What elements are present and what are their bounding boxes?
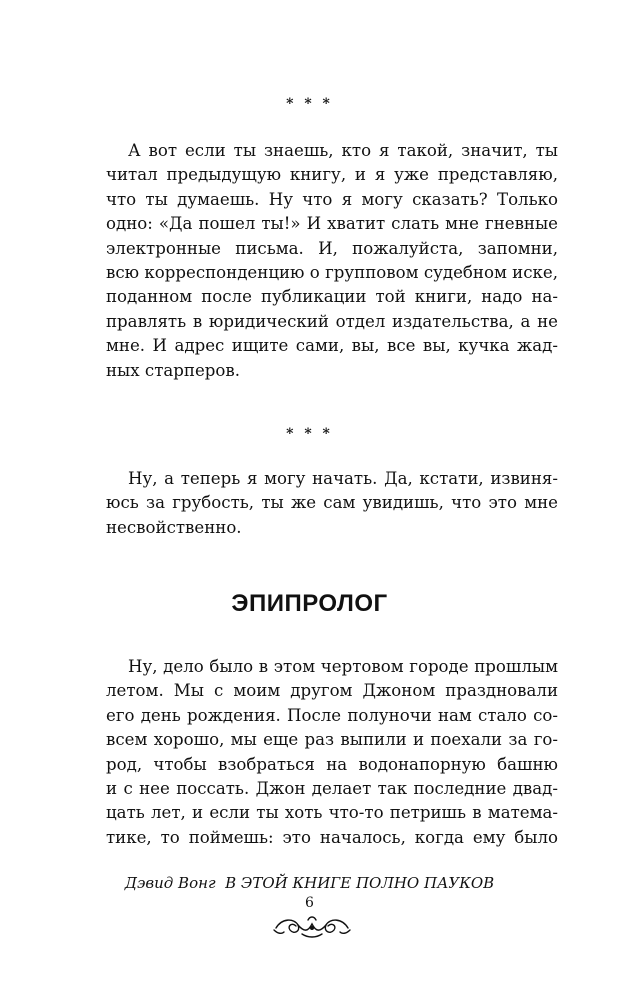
text-line: всем хорошо, мы еще раз выпили и поехали за го- <box>106 730 558 750</box>
text-line: тике, то поймешь: это началось, когда ему было <box>106 827 558 847</box>
text-line: А вот если ты знаешь, кто я такой, значит, ты <box>128 141 558 160</box>
text-line: Ну, а теперь я могу начать. Да, кстати, извиня- <box>128 469 558 488</box>
paragraph-1 <box>106 139 558 383</box>
flourish-ornament-icon <box>272 910 352 940</box>
text-line: Ну, дело было в этом чертовом городе прошлым <box>128 657 558 676</box>
text-line: его день рождения. После полуночи нам стало со- <box>106 705 558 725</box>
text-line: электронные письма. И, пожалуйста, запомни, <box>106 238 558 258</box>
text-line: поданном после публикации той книги, надо на- <box>106 287 558 307</box>
page-number: 6 <box>305 895 314 911</box>
running-head: Дэвид Вонг В ЭТОЙ КНИГЕ ПОЛНО ПАУКОВ <box>124 874 495 892</box>
text-line: правлять в юридический отдел издательства, а не <box>106 311 558 331</box>
text-line: юсь за грубость, ты же сам увидишь, что это мне <box>106 493 558 513</box>
text-line: род, чтобы взобраться на водонапорную башню <box>106 754 558 774</box>
paragraph-3 <box>106 655 558 850</box>
text-line: ных старперов. <box>106 360 240 380</box>
text-line: мне. И адрес ищите сами, вы, все вы, кучка жад- <box>106 336 558 356</box>
section-separator: * * * <box>286 96 333 112</box>
text-line: несвойственно. <box>106 517 242 537</box>
section-separator: * * * <box>286 426 333 442</box>
paragraph-2 <box>106 467 558 540</box>
text-line: читал предыдущую книгу, и я уже представляю, <box>106 165 558 185</box>
text-line: и с нее поссать. Джон делает так последние двад- <box>106 779 558 799</box>
text-line: всю корреспонденцию о групповом судебном иске, <box>106 263 558 283</box>
chapter-title: ЭПИПРОЛОГ <box>231 590 388 617</box>
text-line: что ты думаешь. Ну что я могу сказать? Только <box>106 189 558 209</box>
text-line: летом. Мы с моим другом Джоном праздновали <box>106 681 558 701</box>
text-line: одно: «Да пошел ты!» И хватит слать мне гневные <box>106 214 558 234</box>
text-line: цать лет, и если ты хоть что-то петришь в матема- <box>106 803 558 823</box>
